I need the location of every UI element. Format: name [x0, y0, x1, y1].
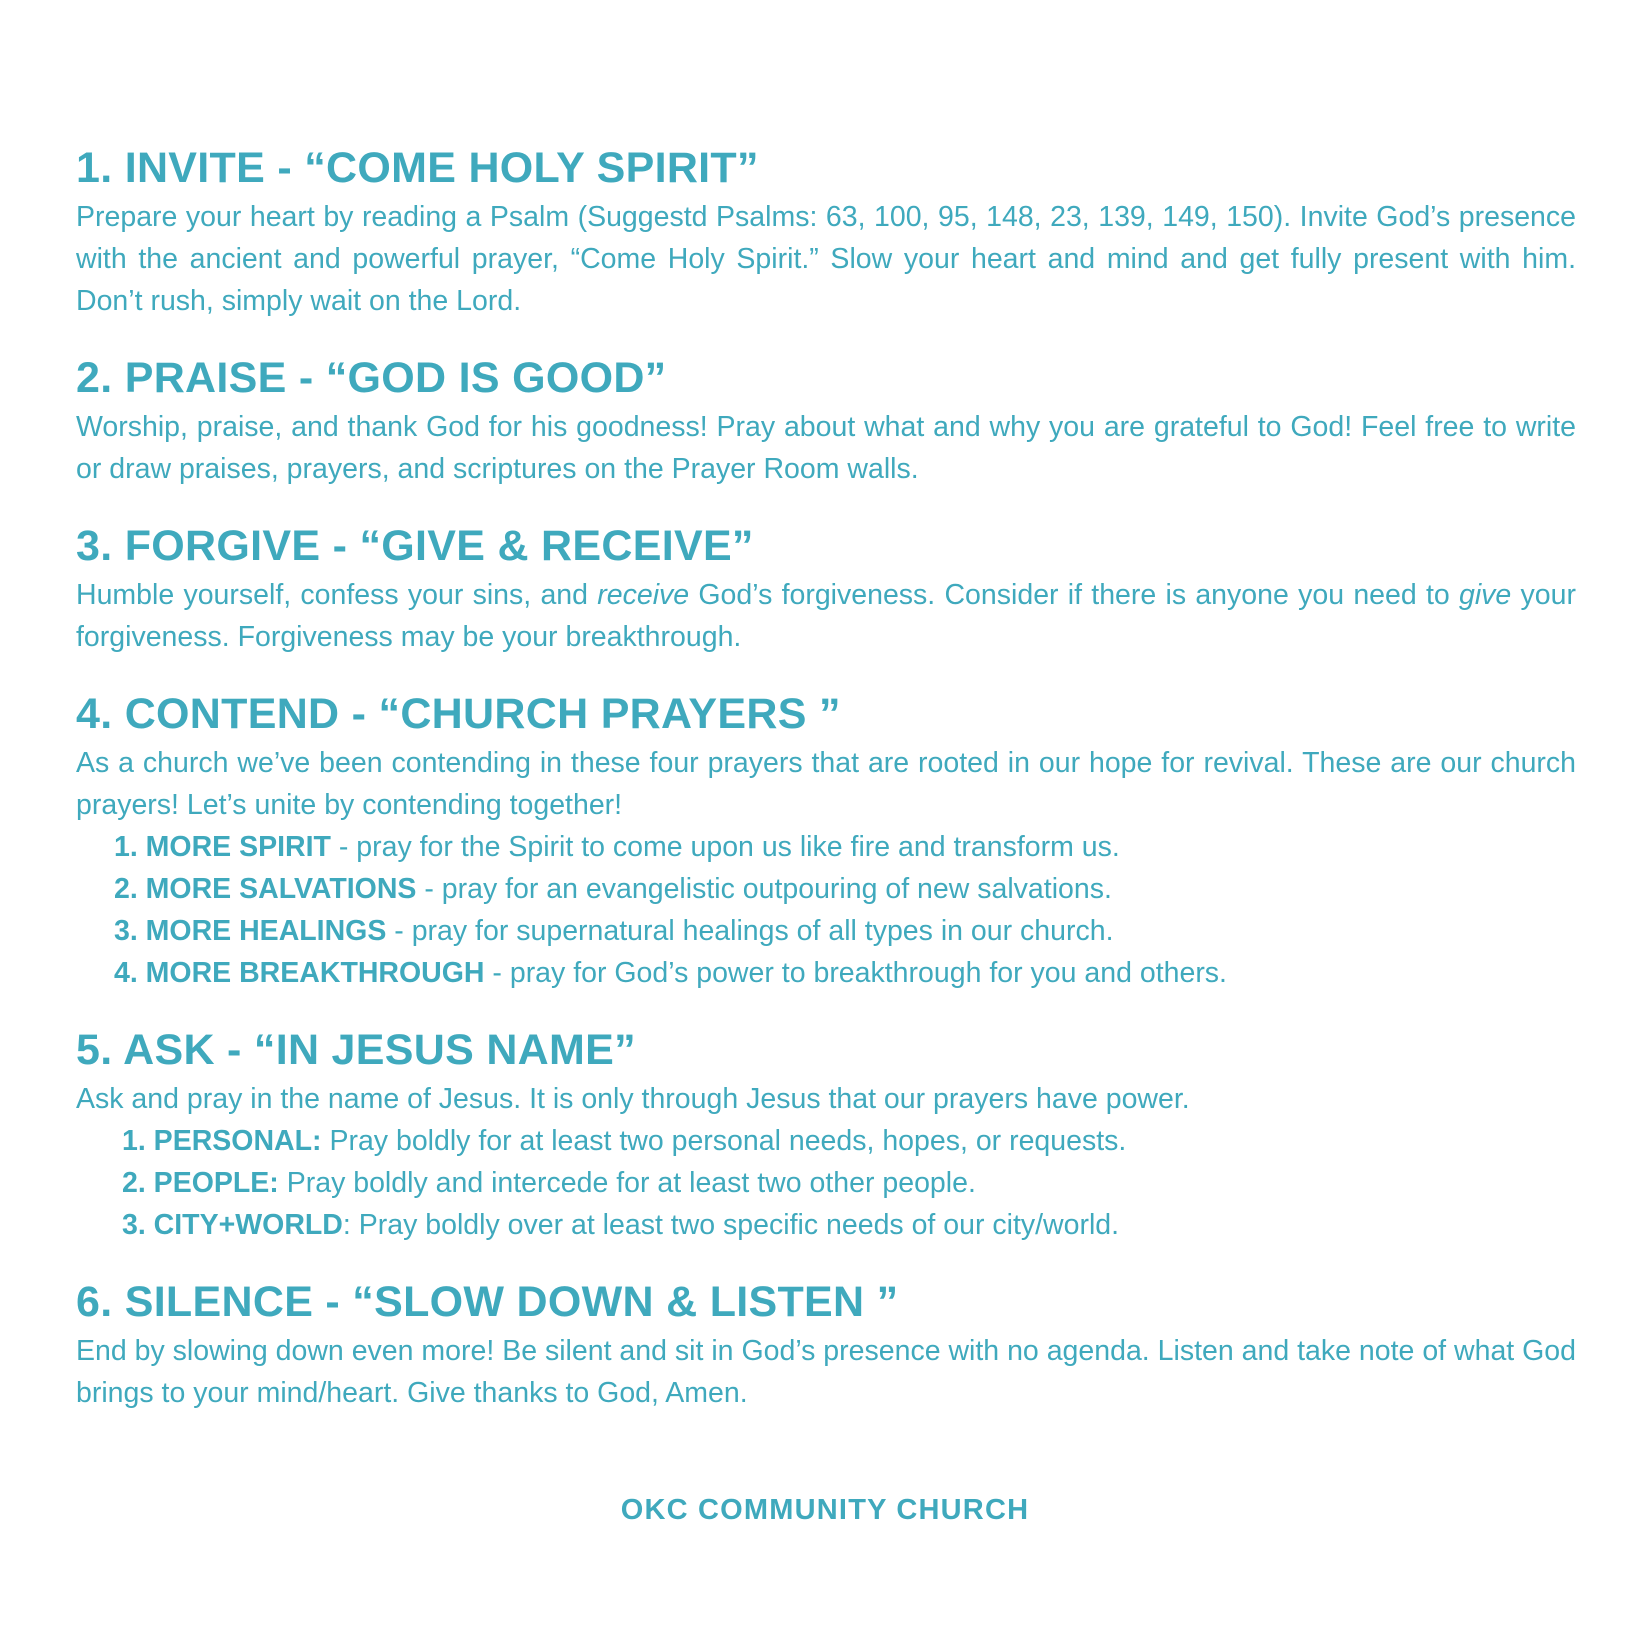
item-label: 4. MORE BREAKTHROUGH	[114, 957, 485, 989]
body-line: Invite God’s presence with the ancient and powerful prayer, “Come Holy Spirit.” Slow your	[76, 201, 1576, 275]
item-text: - pray for an evangelistic outpouring of new salvations.	[416, 873, 1112, 905]
body-line: God! Feel free to write or draw praises, prayers, and scriptures on the Prayer Room walls.	[76, 411, 1577, 485]
item-text: : Pray boldly over at least two specific needs of our city/world.	[342, 1209, 1120, 1241]
section-heading: 4. CONTEND - “CHURCH PRAYERS ”	[76, 690, 841, 738]
section-heading: 1. INVITE - “COME HOLY SPIRIT”	[76, 144, 759, 192]
section-forgive	[76, 518, 1576, 658]
section-body	[76, 742, 1576, 826]
body-line: Prepare your heart by reading a Psalm (Suggestd Psalms: 63, 100, 95, 148, 23, 139, 149, 150).	[76, 201, 1292, 233]
church-name-footer: OKC COMMUNITY CHURCH	[620, 1494, 1030, 1526]
section-invite	[76, 140, 1576, 322]
section-praise	[76, 350, 1576, 490]
body-line: End by slowing down even more! Be silent and sit in God’s presence with no agenda. Listen and	[76, 1335, 1290, 1367]
list-item	[76, 910, 1576, 952]
section-body	[76, 574, 1576, 658]
section-contend	[76, 686, 1576, 994]
church-prayers-list	[76, 826, 1576, 994]
body-text: your forgiveness. Forgiveness may be your breakthrough.	[76, 579, 1576, 653]
body-line: heart and mind and get fully present with him. Don’t rush, simply wait on the Lord.	[76, 243, 1576, 317]
item-label: 2. MORE SALVATIONS	[114, 873, 417, 905]
body-line: As a church we’ve been contending in these four prayers that are rooted in our hope for revival.	[76, 747, 1294, 779]
item-label: 3. CITY+WORLD	[122, 1209, 343, 1241]
section-body	[76, 1330, 1576, 1414]
section-silence	[76, 1274, 1576, 1414]
ask-list	[76, 1120, 1576, 1246]
section-heading: 3. FORGIVE - “GIVE & RECEIVE”	[76, 522, 754, 570]
list-item	[76, 868, 1576, 910]
section-heading: 2. PRAISE - “GOD IS GOOD”	[76, 354, 667, 402]
body-line: Worship, praise, and thank God for his goodness! Pray about what and why you are grateful to	[76, 411, 1282, 443]
list-item	[76, 826, 1576, 868]
body-line: These are our church prayers! Let’s unite by contending together!	[76, 747, 1577, 821]
section-body	[76, 406, 1576, 490]
section-heading: 5. ASK - “IN JESUS NAME”	[76, 1026, 636, 1074]
body-text: God’s forgiveness. Consider if there is anyone you	[689, 579, 1345, 611]
body-text: need to	[1353, 579, 1459, 611]
item-text: Pray boldly and intercede for at least two other people.	[278, 1167, 976, 1199]
body-line: Ask and pray in the name of Jesus. It is only through Jesus that our prayers have power.	[76, 1083, 1190, 1115]
section-ask	[76, 1022, 1576, 1246]
list-item	[76, 1204, 1576, 1246]
item-text: - pray for the Spirit to come upon us like fire and transform us.	[330, 831, 1120, 863]
prayer-guide	[76, 140, 1576, 1442]
list-item	[76, 1120, 1576, 1162]
body-line: take note of what God brings to your mind/heart. Give thanks to God, Amen.	[76, 1335, 1577, 1409]
section-body	[76, 1078, 1576, 1120]
item-label: 1. PERSONAL:	[122, 1125, 322, 1157]
item-label: 3. MORE HEALINGS	[114, 915, 387, 947]
list-item	[76, 1162, 1576, 1204]
body-text: Humble yourself, confess your sins, and	[76, 579, 598, 611]
item-text: Pray boldly for at least two personal needs, hopes, or requests.	[321, 1125, 1127, 1157]
item-text: - pray for God’s power to breakthrough for you and others.	[484, 957, 1227, 989]
item-label: 2. PEOPLE:	[122, 1167, 279, 1199]
list-item	[76, 952, 1576, 994]
section-heading: 6. SILENCE - “SLOW DOWN & LISTEN ”	[76, 1278, 899, 1326]
section-body	[76, 196, 1576, 322]
emphasis-receive: receive	[597, 579, 690, 611]
item-label: 1. MORE SPIRIT	[114, 831, 331, 863]
emphasis-give: give	[1459, 579, 1512, 611]
item-text: - pray for supernatural healings of all types in our church.	[386, 915, 1114, 947]
